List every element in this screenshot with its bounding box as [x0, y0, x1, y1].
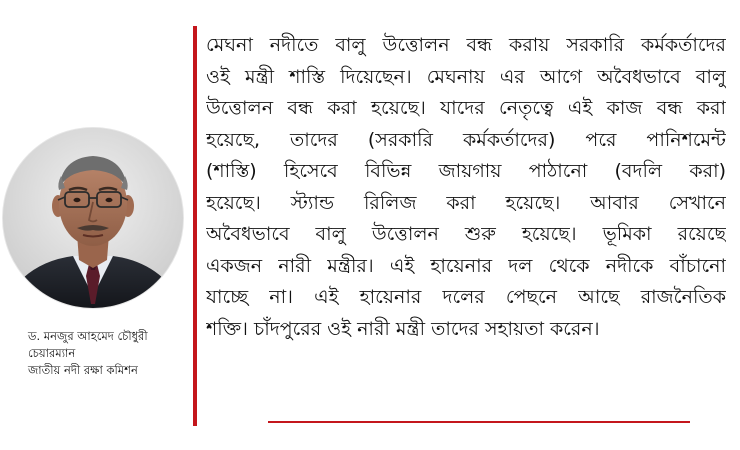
quote-line: ওই মন্ত্রী শাস্তি দিয়েছেন। মেঘনায় এর আগে অবৈধভাবে বালু — [206, 65, 726, 88]
caption-title: চেয়ারম্যান — [28, 346, 76, 360]
quote-line: একজন নারী মন্ত্রীর। এই হায়েনার দল থেকে নদীকে বাঁচানো — [206, 254, 726, 277]
caption-organization: জাতীয় নদী রক্ষা কমিশন — [28, 363, 138, 377]
quote-line: অবৈধভাবে বালু উত্তোলন শুরু হয়েছে। ভূমিকা রয়েছে — [206, 223, 726, 245]
quote-line: হয়েছে। স্ট্যান্ড রিলিজ করা হয়েছে। আবার সেখানে — [206, 191, 726, 214]
quote-line: শক্তি। চাঁদপুরের ওই নারী মন্ত্রী তাদের সহায়তা করেন। — [206, 317, 600, 340]
accent-bottom-rule — [268, 421, 690, 423]
quote-line: উত্তোলন বন্ধ করা হয়েছে। যাদের নেতৃত্বে এই কাজ বন্ধ করা — [206, 97, 726, 119]
accent-vertical-bar — [193, 26, 197, 426]
quote-line: যাচ্ছে না। এই হায়েনার দলের পেছনে আছে রাজনৈতিক — [206, 286, 726, 308]
quote-line: মেঘনা নদীতে বালু উত্তোলন বন্ধ করায় সরকারি কর্মকর্তাদের — [206, 34, 726, 56]
portrait-illustration — [3, 128, 183, 308]
caption — [28, 328, 188, 379]
quote-line: (শাস্তি) হিসেবে বিভিন্ন জায়গায় পাঠানো (বদলি করা) — [206, 160, 726, 182]
quote-text — [206, 30, 726, 345]
caption-name: ড. মনজুর আহমেদ চৌধুরী — [28, 329, 148, 343]
portrait-photo — [3, 128, 183, 308]
quote-line: হয়েছে, তাদের (সরকারি কর্মকর্তাদের) পরে পানিশমেন্ট — [206, 128, 726, 151]
